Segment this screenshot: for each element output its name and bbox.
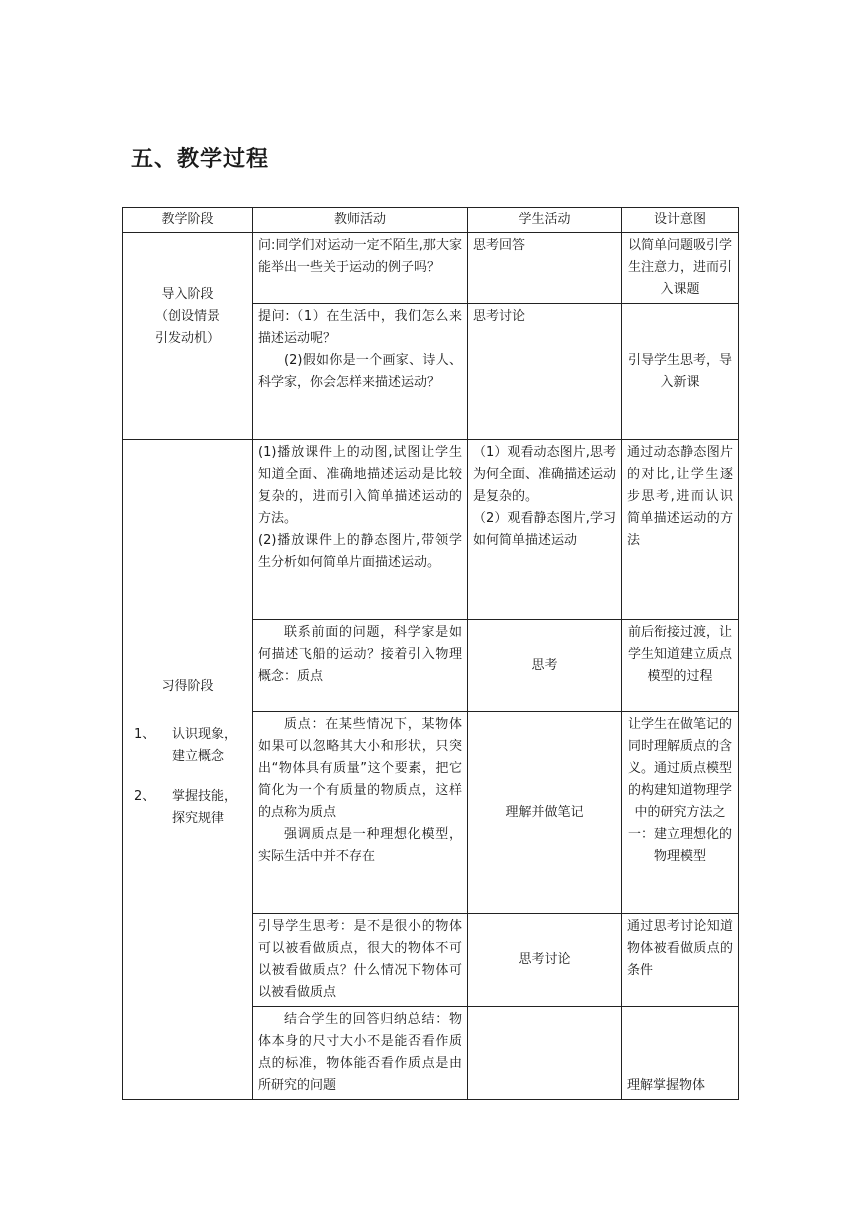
design-intent: 理解掌握物体: [622, 1007, 739, 1100]
stage-steps: [128, 724, 247, 830]
table-row: [123, 440, 739, 620]
student-activity: [468, 1007, 622, 1100]
teaching-process-table: [122, 207, 739, 1100]
teacher-activity: 引导学生思考：是不是很小的物体可以被看做质点，很大的物体不可以被看做质点？什么情况下物体可以被看做质点: [253, 914, 468, 1007]
design-intent: 让学生在做笔记的同时理解质点的含义。通过质点模型的构建知道物理学中的研究方法之一：建立理想化的物理模型: [622, 712, 739, 914]
student-activity: 思考回答: [468, 233, 622, 304]
teacher-activity: 联系前面的问题，科学家是如何描述飞船的运动？接着引入物理概念：质点: [253, 620, 468, 712]
teacher-activity: 结合学生的回答归纳总结：物体本身的尺寸大小不是能否看作质点的标准，物体能否看作质点是由所研究的问题: [253, 1007, 468, 1100]
design-intent: 引导学生思考，导入新课: [622, 304, 739, 440]
student-activity: 思考讨论: [468, 304, 622, 440]
teacher-activity: 质点：在某些情况下，某物体如果可以忽略其大小和形状，只突出“物体具有质量”这个要素，把它简化为一个有质量的物质点，这样的点称为质点 强调质点是一种理想化模型，实际生活中并不存在: [253, 712, 468, 914]
student-activity: （1）观看动态图片,思考为何全面、准确描述运动是复杂的。 （2）观看静态图片,学习如何简单描述运动: [468, 440, 622, 620]
header-teacher: 教师活动: [253, 208, 468, 233]
stage-intro: [123, 233, 253, 440]
stage-intro-line: 导入阶段: [161, 287, 214, 302]
design-intent: 以简单问题吸引学生注意力，进而引入课题: [622, 233, 739, 304]
header-intent: 设计意图: [622, 208, 739, 233]
header-stage: 教学阶段: [123, 208, 253, 233]
stage-intro-line: （创设情景: [154, 309, 220, 324]
teacher-activity: 提问:（1）在生活中，我们怎么来描述运动呢？ (2)假如你是一个画家、诗人、科学家，你会怎样来描述运动？: [253, 304, 468, 440]
design-intent: 通过动态静态图片的对比,让学生逐步思考,进而认识简单描述运动的方法: [622, 440, 739, 620]
stage-acquire-title: 习得阶段: [161, 679, 214, 694]
stage-acquire: [123, 440, 253, 1100]
list-item: 1、 认识现象，建立概念: [134, 727, 238, 764]
design-intent: 通过思考讨论知道物体被看做质点的条件: [622, 914, 739, 1007]
teacher-activity: 问:同学们对运动一定不陌生,那大家能举出一些关于运动的例子吗？: [253, 233, 468, 304]
table-row: [123, 233, 739, 304]
student-activity: 思考: [468, 620, 622, 712]
stage-intro-line: 引发动机）: [154, 331, 220, 346]
student-activity: 理解并做笔记: [468, 712, 622, 914]
page-title: 五、教学过程: [131, 147, 270, 172]
list-item: 2、 掌握技能，探究规律: [134, 789, 238, 826]
student-activity: 思考讨论: [468, 914, 622, 1007]
teacher-activity: (1)播放课件上的动图,试图让学生知道全面、准确地描述运动是比较复杂的，进而引入简单描述运动的方法。 (2)播放课件上的静态图片,带领学生分析如何简单片面描述运动。: [253, 440, 468, 620]
table-header-row: [123, 208, 739, 233]
design-intent: 前后衔接过渡，让学生知道建立质点模型的过程: [622, 620, 739, 712]
header-student: 学生活动: [468, 208, 622, 233]
